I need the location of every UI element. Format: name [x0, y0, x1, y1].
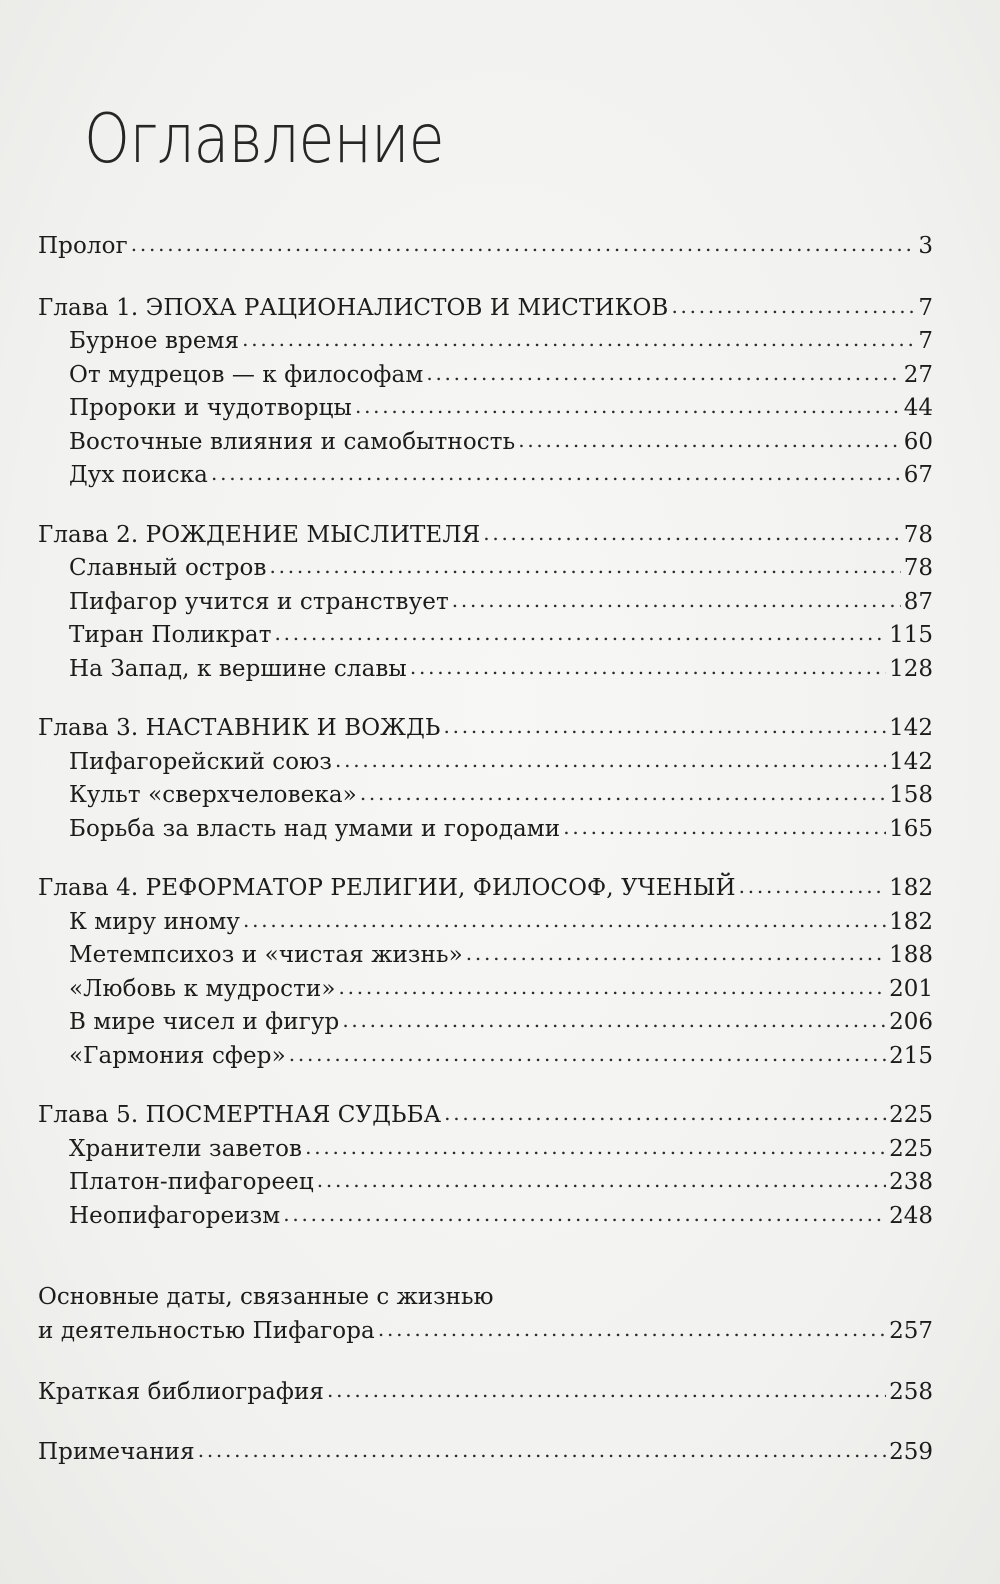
toc-entry-label: Примечания — [38, 1438, 195, 1465]
toc-bibliography — [38, 1376, 933, 1410]
dot-leader — [739, 870, 886, 904]
toc-entry-page: 67 — [903, 462, 933, 488]
toc-entry-label: Краткая библиография — [38, 1379, 325, 1405]
toc-entry-page: 60 — [903, 428, 933, 455]
toc-entry-page: 201 — [889, 975, 933, 1002]
toc-entry-page: 225 — [889, 1102, 933, 1128]
toc-prologue — [38, 230, 933, 264]
toc-entry-page: 78 — [903, 555, 933, 581]
toc-entry-page: 142 — [889, 715, 933, 741]
dot-leader — [410, 651, 886, 685]
toc-section[interactable] — [38, 1200, 933, 1234]
toc-entry-label: Пифагорейский союз — [69, 748, 332, 775]
toc-section[interactable] — [38, 1040, 933, 1074]
toc-entry-label-line2: и деятельностью Пифагора — [38, 1317, 375, 1344]
dot-leader — [466, 937, 886, 971]
toc-chapter-heading[interactable] — [38, 712, 933, 746]
toc-entry-page: 206 — [889, 1009, 933, 1035]
toc-entry-page: 7 — [918, 294, 933, 321]
dot-leader — [355, 390, 901, 424]
toc-dates[interactable] — [38, 1281, 933, 1348]
toc-chapter-heading[interactable] — [38, 872, 933, 906]
dot-leader — [360, 777, 886, 811]
dot-leader — [444, 710, 887, 744]
toc-entry-label: На Запад, к вершине славы — [69, 655, 407, 682]
toc-entry-page: 258 — [889, 1379, 933, 1405]
toc-entry-page: 257 — [889, 1317, 933, 1344]
dot-leader — [378, 1313, 886, 1347]
toc-entry-label-line1: Основные даты, связанные с жизнью — [38, 1284, 494, 1310]
toc-entry[interactable] — [38, 1376, 933, 1410]
dot-leader — [342, 1004, 886, 1038]
toc-entry[interactable] — [38, 230, 933, 264]
dot-leader — [275, 617, 887, 651]
toc-section[interactable] — [38, 619, 933, 653]
toc-entry-page: 44 — [903, 395, 933, 421]
toc-entry-label: Восточные влияния и самобытность — [69, 428, 516, 455]
dot-leader — [518, 424, 901, 458]
dot-leader — [283, 1198, 886, 1232]
toc-entry[interactable] — [38, 1436, 933, 1470]
toc-entry-page: 182 — [889, 908, 933, 935]
toc-entry-page: 259 — [889, 1438, 933, 1465]
toc-entry-page: 128 — [889, 655, 933, 682]
toc-section[interactable] — [38, 325, 933, 359]
toc-entry-label: Борьба за власть над умами и городами — [69, 815, 561, 842]
toc-chapter-heading[interactable] — [38, 292, 933, 326]
dot-leader — [327, 1374, 886, 1408]
toc-entry-label: К миру иному — [69, 908, 241, 935]
page-title: Оглавление — [84, 100, 444, 179]
toc-section[interactable] — [38, 1006, 933, 1040]
dot-leader — [305, 1131, 886, 1165]
toc-entry-label: Глава 4. РЕФОРМАТОР РЕЛИГИИ, ФИЛОСОФ, УЧЕНЫЙ — [38, 875, 736, 901]
toc-entry-label: В мире чисел и фигур — [69, 1009, 340, 1035]
toc-entry-page: 215 — [889, 1042, 933, 1069]
toc-chapter-4 — [38, 872, 933, 1073]
toc-entry-page: 188 — [889, 942, 933, 968]
toc-section[interactable] — [38, 973, 933, 1007]
toc-section[interactable] — [38, 746, 933, 780]
toc-entry-label: «Любовь к мудрости» — [69, 975, 336, 1002]
toc-entry-page: 238 — [889, 1169, 933, 1195]
toc-entry-label: Дух поиска — [69, 462, 208, 488]
toc-entry-label: Неопифагореизм — [69, 1202, 281, 1229]
dot-leader — [243, 904, 886, 938]
toc-section[interactable] — [38, 1166, 933, 1200]
toc-section[interactable] — [38, 779, 933, 813]
dot-leader — [317, 1164, 886, 1198]
toc-entry-page: 248 — [889, 1202, 933, 1229]
toc-section[interactable] — [38, 586, 933, 620]
dot-leader — [426, 357, 900, 391]
toc-chapter-heading[interactable] — [38, 519, 933, 553]
dot-leader — [452, 584, 901, 618]
dot-leader — [563, 811, 886, 845]
dot-leader — [444, 1097, 886, 1131]
dot-leader — [242, 323, 915, 357]
dot-leader — [339, 971, 887, 1005]
toc-chapter-1 — [38, 292, 933, 493]
dot-leader — [289, 1038, 886, 1072]
dot-leader — [671, 290, 915, 324]
toc-entry-page: 115 — [889, 622, 933, 648]
toc-chapter-3 — [38, 712, 933, 846]
table-of-contents — [38, 230, 933, 1495]
toc-section[interactable] — [38, 426, 933, 460]
toc-chapter-2 — [38, 519, 933, 687]
toc-entry-label: От мудрецов — к философам — [69, 361, 424, 388]
toc-entry-label: Тиран Поликрат — [69, 622, 272, 648]
toc-section[interactable] — [38, 359, 933, 393]
toc-entry-page: 225 — [889, 1135, 933, 1162]
toc-entry-label: Глава 3. НАСТАВНИК И ВОЖДЬ — [38, 715, 441, 741]
toc-section[interactable] — [38, 653, 933, 687]
toc-section[interactable] — [38, 813, 933, 847]
dot-leader — [198, 1434, 886, 1468]
toc-section[interactable] — [38, 906, 933, 940]
toc-entry-label: Глава 1. ЭПОХА РАЦИОНАЛИСТОВ И МИСТИКОВ — [38, 294, 669, 321]
dot-leader — [335, 744, 886, 778]
toc-entry-page: 27 — [903, 361, 933, 388]
toc-entry-label: Культ «сверхчеловека» — [69, 782, 357, 808]
toc-notes — [38, 1436, 933, 1470]
toc-entry-label: Хранители заветов — [69, 1135, 303, 1162]
toc-section[interactable] — [38, 939, 933, 973]
dot-leader — [270, 550, 901, 584]
toc-entry — [38, 1315, 933, 1349]
toc-entry-page: 158 — [889, 782, 933, 808]
toc-entry-label: Платон-пифагореец — [69, 1169, 314, 1195]
toc-section[interactable] — [38, 552, 933, 586]
toc-entry-label: Пифагор учится и странствует — [69, 588, 449, 615]
toc-entry-label: Бурное время — [69, 328, 240, 354]
toc-entry-label: Пролог — [38, 233, 128, 259]
toc-entry-page: 3 — [918, 233, 933, 259]
toc-entry-page: 78 — [903, 521, 933, 548]
toc-chapter-heading[interactable] — [38, 1099, 933, 1133]
toc-section[interactable] — [38, 459, 933, 493]
dot-leader — [483, 517, 900, 551]
toc-chapter-5 — [38, 1099, 933, 1233]
toc-section[interactable] — [38, 1133, 933, 1167]
toc-entry-page: 182 — [889, 875, 933, 901]
dot-leader — [211, 457, 901, 491]
toc-entry-label: Пророки и чудотворцы — [69, 395, 352, 421]
dot-leader — [131, 228, 916, 262]
toc-entry-page: 7 — [918, 328, 933, 354]
toc-entry-page: 165 — [889, 815, 933, 842]
toc-entry-label: Глава 2. РОЖДЕНИЕ МЫСЛИТЕЛЯ — [38, 521, 481, 548]
toc-entry-page: 87 — [903, 588, 933, 615]
toc-entry-page: 142 — [889, 748, 933, 775]
toc-entry-label: Метемпсихоз и «чистая жизнь» — [69, 942, 463, 968]
toc-entry-label: Славный остров — [69, 555, 267, 581]
toc-entry-label: Глава 5. ПОСМЕРТНАЯ СУДЬБА — [38, 1102, 442, 1128]
toc-entry-label: «Гармония сфер» — [69, 1042, 286, 1069]
toc-section[interactable] — [38, 392, 933, 426]
